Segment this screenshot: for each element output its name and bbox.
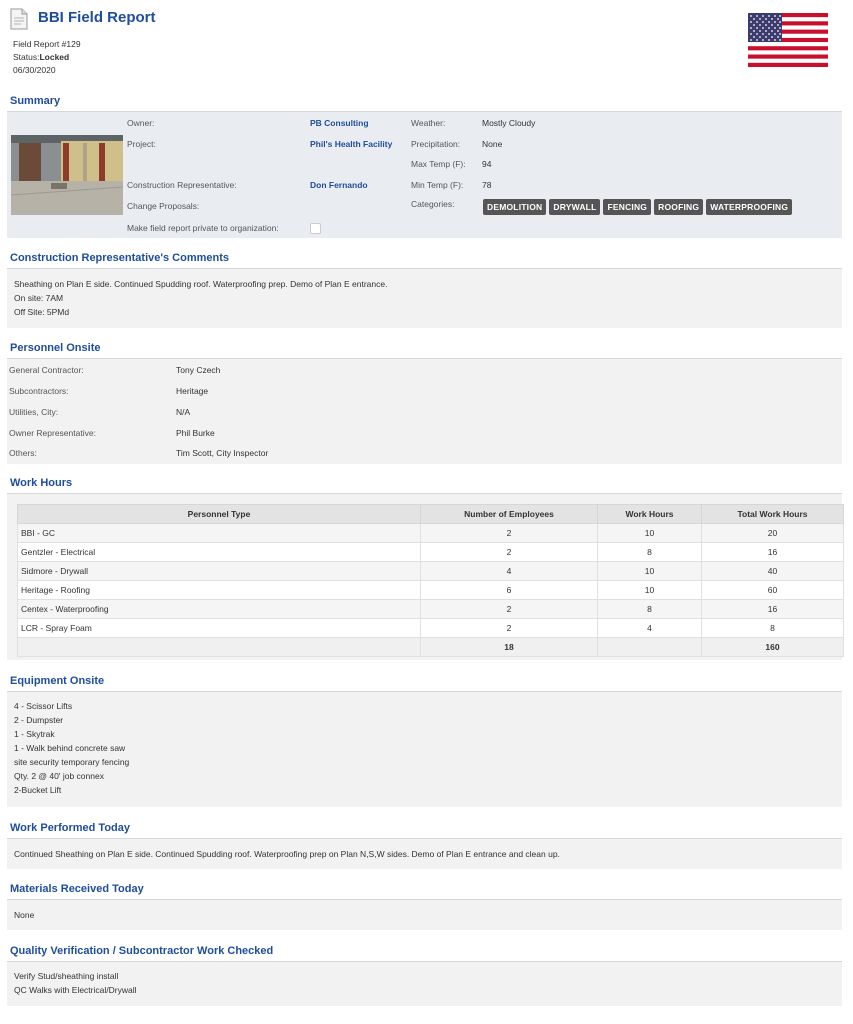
table-row [18, 600, 844, 619]
equipment-item: site security temporary fencing [14, 757, 130, 767]
category-tag: WATERPROOFING [706, 199, 792, 215]
table-cell: LCR - Spray Foam [18, 619, 421, 638]
total-work-hours: 160 [702, 638, 844, 657]
table-cell: Gentzler - Electrical [18, 543, 421, 562]
table-cell: 4 [421, 562, 598, 581]
work-performed-panel [7, 839, 842, 869]
precipitation-value: None [482, 139, 503, 149]
column-header: Work Hours [598, 505, 702, 524]
table-cell: 2 [421, 524, 598, 543]
equipment-item: 4 - Scissor Lifts [14, 701, 73, 711]
comment-line: On site: 7AM [14, 293, 64, 303]
table-cell [598, 638, 702, 657]
table-cell: 2 [421, 543, 598, 562]
quality-item: Verify Stud/sheathing install [14, 971, 119, 981]
personnel-value: Phil Burke [176, 428, 215, 438]
quality-item: QC Walks with Electrical/Drywall [14, 985, 137, 995]
total-employees: 18 [421, 638, 598, 657]
owner-link[interactable]: PB Consulting [310, 118, 369, 128]
table-cell: 10 [598, 581, 702, 600]
category-tag: DEMOLITION [483, 199, 546, 215]
max-temp-label: Max Temp (F): [411, 159, 466, 169]
table-cell: 4 [598, 619, 702, 638]
comment-line: Off Site: 5PMd [14, 307, 70, 317]
table-cell: BBI - GC [18, 524, 421, 543]
report-status: Status:Locked [13, 52, 70, 62]
personnel-value: Tony Czech [176, 365, 221, 375]
personnel-label: Subcontractors: [9, 386, 69, 396]
comments-heading: Construction Representative's Comments [10, 252, 229, 264]
column-header: Total Work Hours [702, 505, 844, 524]
equipment-panel [7, 692, 842, 807]
equipment-item: 1 - Walk behind concrete saw [14, 743, 126, 753]
page-title: BBI Field Report [38, 9, 156, 26]
table-cell: 60 [702, 581, 844, 600]
table-cell: 6 [421, 581, 598, 600]
personnel-value: Tim Scott, City Inspector [176, 448, 269, 458]
comment-line: Sheathing on Plan E side. Continued Spudding roof. Waterproofing prep. Demo of Plan E entrance. [14, 279, 388, 289]
table-cell: 2 [421, 619, 598, 638]
min-temp-label: Min Temp (F): [411, 180, 464, 190]
personnel-label: Utilities, City: [9, 407, 59, 417]
equipment-item: 1 - Skytrak [14, 729, 55, 739]
table-cell: 10 [598, 562, 702, 581]
table-cell: Sidmore - Drywall [18, 562, 421, 581]
table-cell: 16 [702, 600, 844, 619]
column-header: Number of Employees [421, 505, 598, 524]
project-link[interactable]: Phil's Health Facility [310, 139, 393, 149]
personnel-label: General Contractor: [9, 365, 84, 375]
personnel-label: Others: [9, 448, 37, 458]
table-cell: 8 [598, 543, 702, 562]
table-cell: 8 [702, 619, 844, 638]
table-cell: 2 [421, 600, 598, 619]
private-checkbox[interactable] [310, 223, 321, 234]
table-row [18, 524, 844, 543]
personnel-label: Owner Representative: [9, 428, 96, 438]
equipment-item: 2 - Dumpster [14, 715, 64, 725]
category-tag: DRYWALL [549, 199, 600, 215]
materials-text: None [14, 910, 35, 920]
table-row [18, 619, 844, 638]
table-cell: 16 [702, 543, 844, 562]
categories-label: Categories: [411, 199, 455, 209]
private-label: Make field report private to organization: [127, 223, 279, 233]
precipitation-label: Precipitation: [411, 139, 461, 149]
rep-label: Construction Representative: [127, 180, 237, 190]
materials-heading: Materials Received Today [10, 883, 144, 895]
table-cell: 40 [702, 562, 844, 581]
equipment-item: Qty. 2 @ 40' job connex [14, 771, 104, 781]
category-tag: FENCING [603, 199, 651, 215]
personnel-heading: Personnel Onsite [10, 342, 101, 354]
document-icon [9, 8, 29, 30]
table-cell: 20 [702, 524, 844, 543]
status-value: Locked [39, 52, 70, 62]
min-temp-value: 78 [482, 180, 492, 190]
personnel-value: Heritage [176, 386, 209, 396]
weather-label: Weather: [411, 118, 446, 128]
quality-heading: Quality Verification / Subcontractor Work Checked [10, 945, 274, 957]
equipment-heading: Equipment Onsite [10, 675, 105, 687]
table-row [18, 543, 844, 562]
report-number: Field Report #129 [13, 39, 81, 49]
report-date: 06/30/2020 [13, 65, 56, 75]
owner-label: Owner: [127, 118, 155, 128]
comments-panel [7, 269, 842, 328]
table-total-row [18, 638, 844, 657]
rep-link[interactable]: Don Fernando [310, 180, 368, 190]
equipment-item: 2-Bucket Lift [14, 785, 62, 795]
table-header-row [18, 505, 844, 524]
work-performed-text: Continued Sheathing on Plan E side. Continued Spudding roof. Waterproofing prep on Plan N,S,W sides. Demo of Plan E entrance and clean up. [14, 849, 560, 859]
personnel-panel [7, 359, 842, 464]
summary-panel [7, 112, 842, 238]
column-header: Personnel Type [18, 505, 421, 524]
max-temp-value: 94 [482, 159, 492, 169]
work-performed-heading: Work Performed Today [10, 822, 131, 834]
materials-panel [7, 900, 842, 930]
work-hours-table [17, 504, 844, 657]
category-tags [483, 199, 792, 215]
report-header [0, 0, 853, 90]
quality-panel [7, 962, 842, 1006]
table-cell [18, 638, 421, 657]
site-photo[interactable] [11, 135, 123, 215]
table-cell: 8 [598, 600, 702, 619]
project-label: Project: [127, 139, 156, 149]
table-cell: 10 [598, 524, 702, 543]
summary-heading: Summary [10, 95, 61, 107]
table-row [18, 562, 844, 581]
work-hours-panel [7, 494, 842, 660]
category-tag: ROOFING [654, 199, 703, 215]
us-flag-icon [748, 13, 828, 67]
table-cell: Centex - Waterproofing [18, 600, 421, 619]
personnel-value: N/A [176, 407, 191, 417]
table-row [18, 581, 844, 600]
work-hours-heading: Work Hours [10, 477, 73, 489]
table-cell: Heritage - Roofing [18, 581, 421, 600]
change-proposals-label: Change Proposals: [127, 201, 200, 211]
weather-value: Mostly Cloudy [482, 118, 536, 128]
